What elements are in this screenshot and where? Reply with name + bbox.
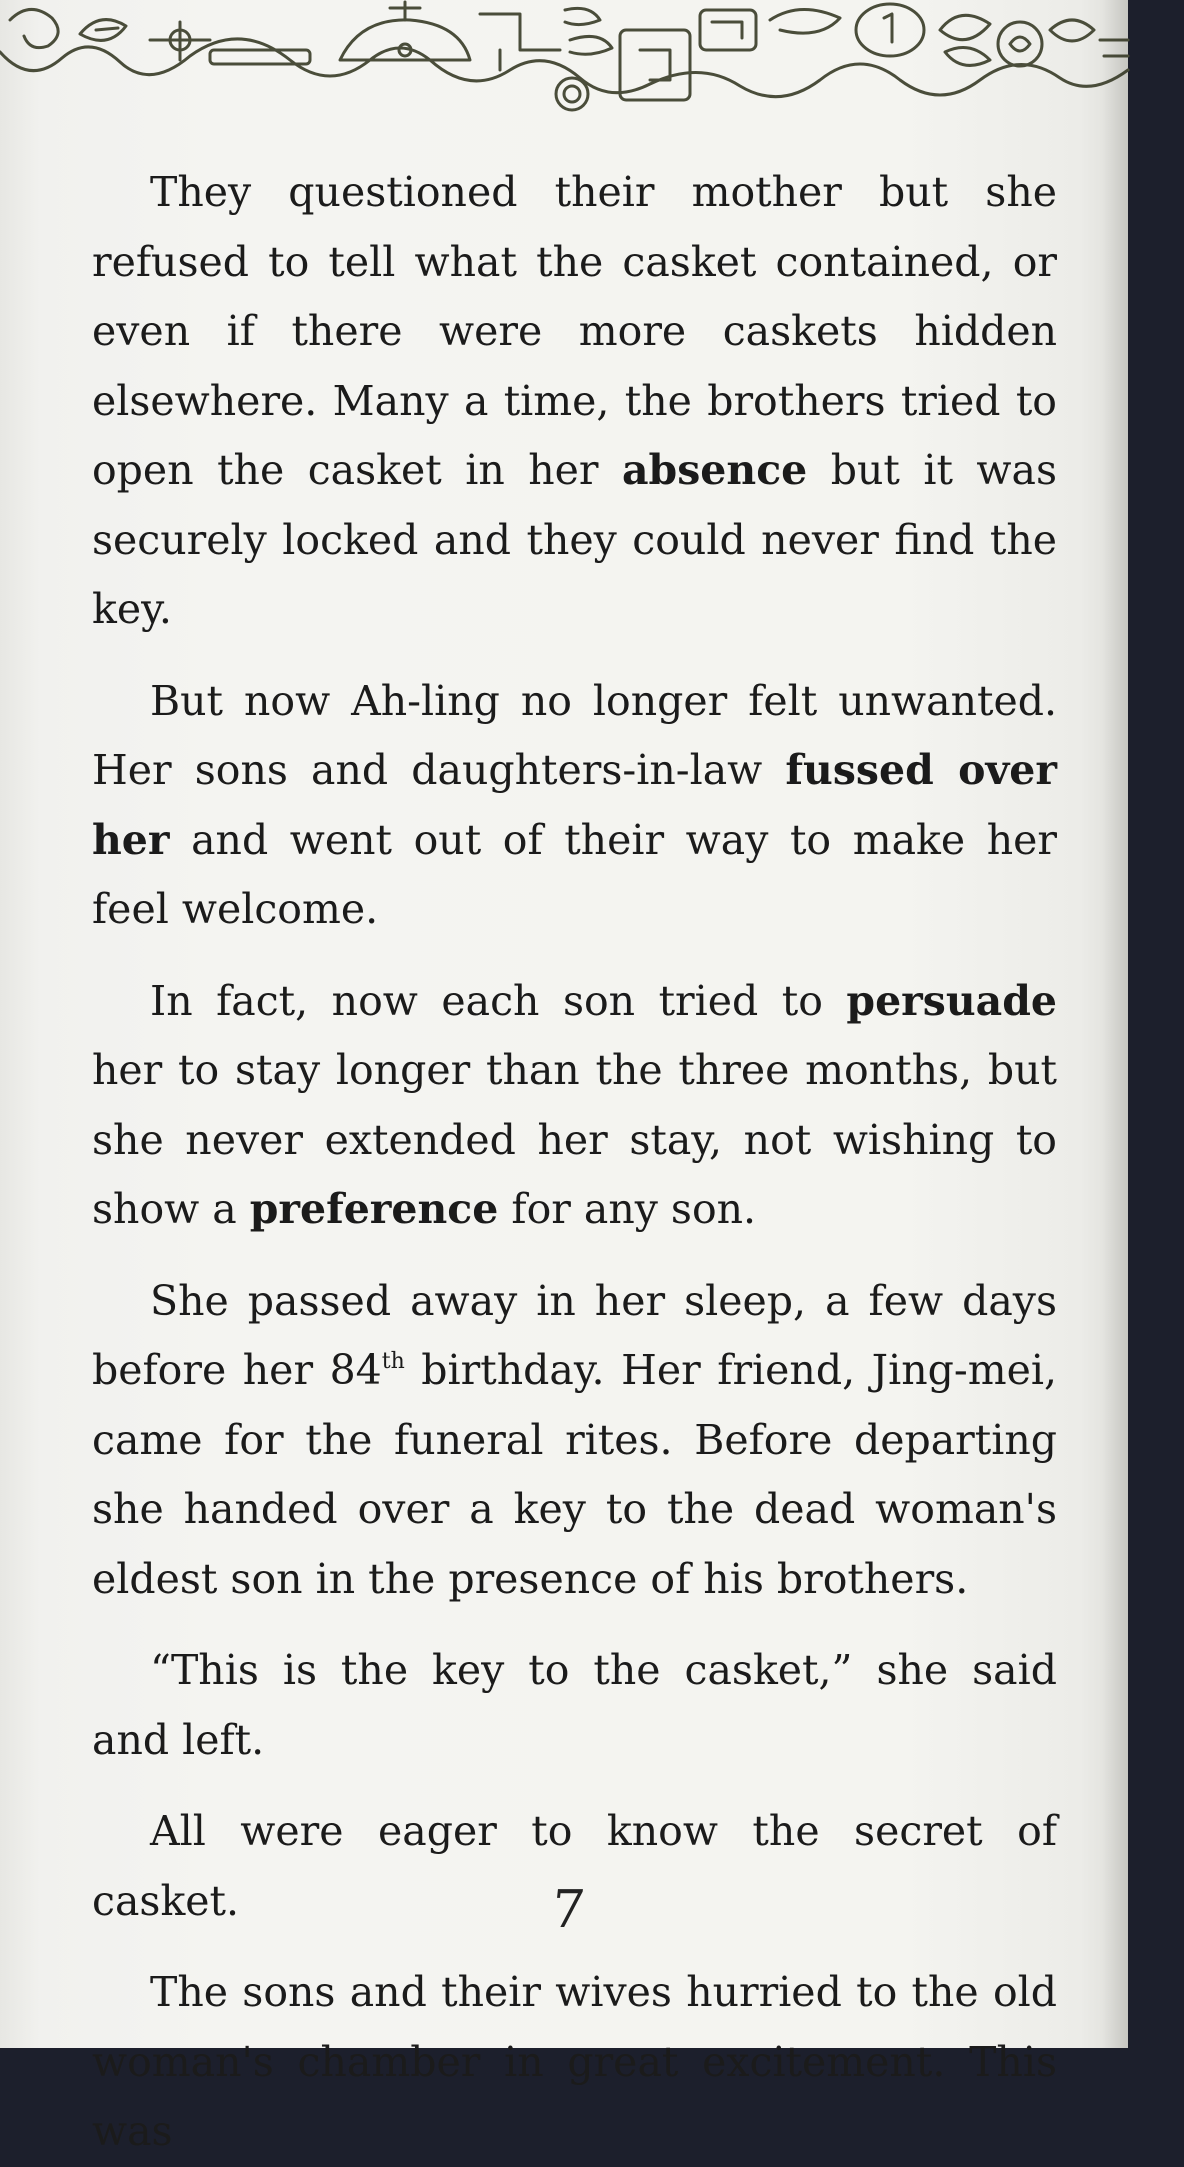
bold-word: fussed over her (92, 746, 1057, 864)
paragraph (92, 667, 1057, 945)
ordinal-suffix: th (381, 1349, 405, 1374)
text-run: They questioned their mother but she refused to tell what the casket contained, or even if there were more caskets hidden elsewhere. Many a time, the brothers tried to open the casket in her (92, 168, 1057, 494)
text-run: The sons and their wives hurried to the old woman's chamber in great excitement. This was (92, 1968, 1057, 2155)
text-run: In fact, now each son tried to (150, 976, 847, 1025)
paragraph (92, 967, 1057, 1245)
text-run: for any son. (498, 1185, 757, 1233)
bold-word: preference (249, 1185, 499, 1233)
bold-word: absence (621, 446, 808, 494)
text-run: She passed away in her sleep, a few days before her 84 (92, 1276, 1057, 1394)
text-run: birthday. Her friend, Jing-mei, came for the funeral rites. Before departing she handed over a key to the dead woman's eldest son in the presence of his brothers. (92, 1346, 1057, 1603)
text-run: and went out of their way to make her feel welcome. (92, 815, 1057, 933)
text-run: her to stay longer than the three months, but she never extended her stay, not wishing to show a (92, 1046, 1057, 1233)
text-run: “This is the key to the casket,” she said and left. (92, 1646, 1057, 1764)
page-number: 7 (548, 1880, 588, 1940)
bold-word: persuade (846, 976, 1057, 1025)
text-run: But now Ah-ling no longer felt unwanted. Her sons and daughters-in-law (92, 676, 1057, 794)
paragraph (92, 158, 1057, 645)
text-run: All were eager to know the secret of casket. (92, 1807, 1057, 1925)
paragraph (92, 1636, 1057, 1775)
text-run: but it was securely locked and they could never find the key. (92, 446, 1057, 633)
paragraph (92, 1267, 1057, 1615)
doodle-border-icon (0, 0, 1128, 125)
paragraph (92, 1958, 1057, 2167)
page-edge-shadow (1102, 0, 1128, 2048)
story-text (92, 158, 1057, 2167)
